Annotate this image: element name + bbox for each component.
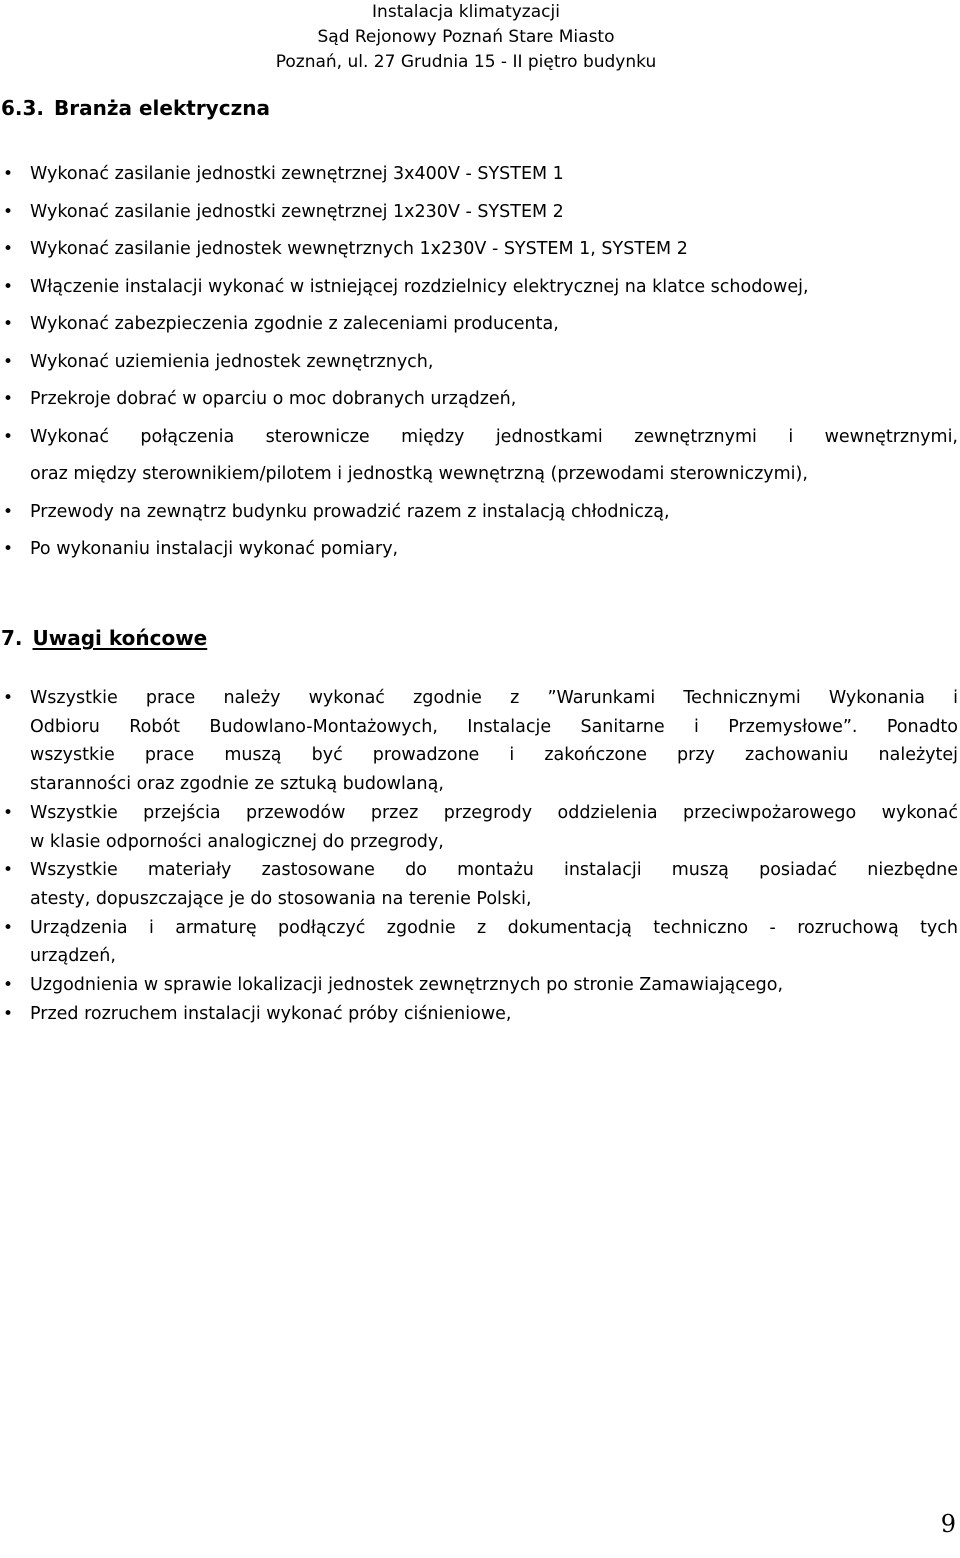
bullet-icon: •: [3, 975, 14, 996]
list-item-text: Wykonać zasilanie jednostek wewnętrznych 1x230V - SYSTEM 1, SYSTEM 2: [30, 239, 688, 259]
list-item-text: Przekroje dobrać w oparciu o moc dobranych urządzeń,: [30, 389, 517, 409]
list-item-text-line: Wszystkie materiały zastosowane do montażu instalacji muszą posiadać niezbędne: [30, 860, 958, 881]
bullet-icon: •: [3, 917, 14, 938]
list-item-text-line: wszystkie prace muszą być prowadzone i zakończone przy zachowaniu należytej: [30, 745, 958, 766]
list-item: [0, 531, 958, 569]
list-item-text-line: Odbioru Robót Budowlano-Montażowych, Instalacje Sanitarne i Przemysłowe”. Ponadto: [30, 716, 958, 737]
list-item-text-line: w klasie odporności analogicznej do przegrody,: [30, 831, 444, 852]
bullet-icon: •: [3, 426, 14, 447]
list-item: [0, 269, 958, 307]
bullet-icon: •: [3, 314, 14, 334]
list-item-text: Włączenie instalacji wykonać w istniejącej rozdzielnicy elektrycznej na klatce schodowej,: [30, 276, 809, 297]
bullet-icon: •: [3, 276, 14, 297]
bullet-icon: •: [3, 688, 14, 708]
list-item: [0, 1000, 958, 1029]
list-item: [0, 971, 958, 1000]
list-item: [0, 156, 958, 194]
electrical-list: [0, 156, 958, 569]
list-item-text-line: Uzgodnienia w sprawie lokalizacji jednostek zewnętrznych po stronie Zamawiającego,: [30, 975, 784, 996]
section-label: Branża elektryczna: [54, 96, 270, 120]
section-number: 6.3.: [1, 96, 45, 120]
list-item-text-line2: oraz między sterownikiem/pilotem i jednostką wewnętrzną (przewodami sterowniczymi),: [30, 464, 808, 484]
bullet-icon: •: [3, 201, 14, 222]
bullet-icon: •: [3, 239, 14, 259]
list-item: [0, 194, 958, 232]
list-item: [0, 914, 958, 971]
section-label: Uwagi końcowe: [32, 626, 208, 650]
list-item-text-line: Przed rozruchem instalacji wykonać próby ciśnieniowe,: [30, 1003, 512, 1024]
list-item: [0, 344, 958, 382]
list-item-text: Wykonać uziemienia jednostek zewnętrznych,: [30, 351, 434, 372]
list-item: [0, 231, 958, 269]
header-client: Sąd Rejonowy Poznań Stare Miasto: [317, 27, 615, 47]
section-title-final-remarks: [1, 626, 207, 650]
section-number: 7.: [1, 626, 23, 650]
section-title-electrical: [1, 96, 270, 120]
bullet-icon: •: [3, 802, 14, 823]
bullet-icon: •: [3, 539, 14, 559]
bullet-icon: •: [3, 164, 14, 184]
list-item-text: Wykonać zasilanie jednostki zewnętrznej 1x230V - SYSTEM 2: [30, 201, 564, 222]
list-item-text-line: urządzeń,: [30, 946, 116, 967]
list-item-text: Po wykonaniu instalacji wykonać pomiary,: [30, 539, 399, 559]
list-item-text-line: Urządzenia i armaturę podłączyć zgodnie z dokumentacją techniczno - rozruchową tych: [30, 917, 958, 938]
bullet-icon: •: [3, 860, 14, 881]
header-project: Instalacja klimatyzacji: [372, 2, 560, 22]
list-item-text-line: Wszystkie prace należy wykonać zgodnie z ”Warunkami Technicznymi Wykonania i: [30, 688, 958, 708]
list-item: [0, 856, 958, 913]
list-item-text: Wykonać zabezpieczenia zgodnie z zaleceniami producenta,: [30, 314, 559, 334]
list-item: [0, 494, 958, 532]
list-item-text-line: Wszystkie przejścia przewodów przez przegrody oddzielenia przeciwpożarowego wykonać: [30, 802, 958, 823]
list-item: [0, 306, 958, 344]
list-item: [0, 381, 958, 419]
list-item-text-line: atesty, dopuszczające je do stosowania na terenie Polski,: [30, 888, 532, 909]
final-remarks-list: [0, 684, 958, 1028]
list-item-text: Wykonać zasilanie jednostki zewnętrznej 3x400V - SYSTEM 1: [30, 164, 564, 184]
list-item: [0, 799, 958, 856]
header-address: Poznań, ul. 27 Grudnia 15 - II piętro budynku: [275, 52, 657, 72]
list-item: [0, 419, 958, 494]
bullet-icon: •: [3, 389, 14, 409]
document-header: [226, 0, 706, 75]
page-number: 9: [940, 1510, 956, 1538]
list-item: [0, 684, 958, 799]
list-item-text-line1: Wykonać połączenia sterownicze między jednostkami zewnętrznymi i wewnętrznymi,: [30, 426, 958, 447]
list-item-text: Przewody na zewnątrz budynku prowadzić razem z instalacją chłodniczą,: [30, 501, 670, 522]
list-item-text-line: staranności oraz zgodnie ze sztuką budowlaną,: [30, 774, 444, 795]
bullet-icon: •: [3, 351, 14, 372]
bullet-icon: •: [3, 501, 14, 522]
bullet-icon: •: [3, 1003, 14, 1024]
